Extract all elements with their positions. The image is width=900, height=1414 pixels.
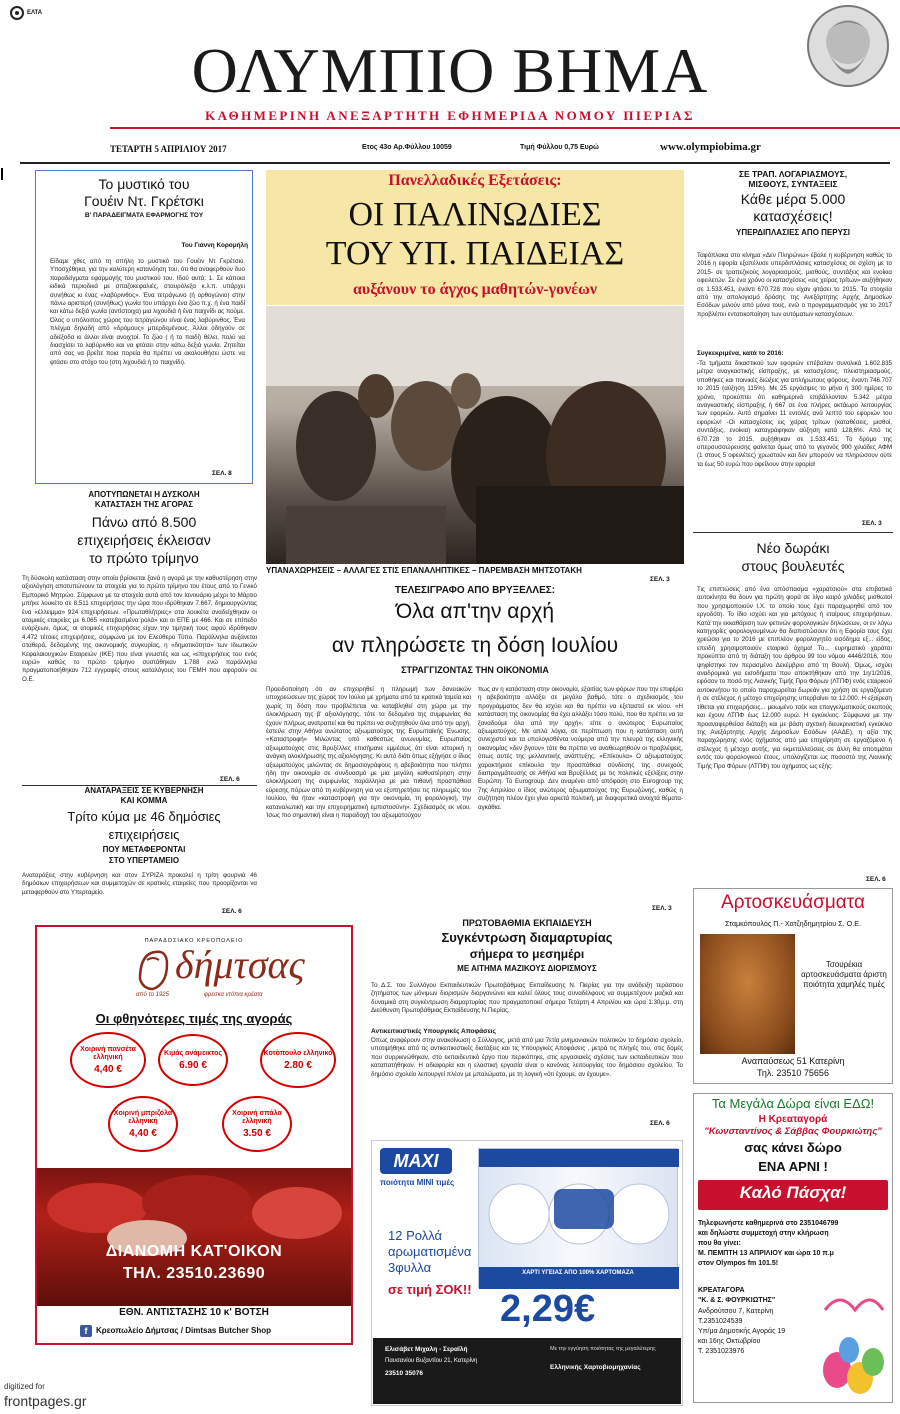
- price-badge-value: 2.80 €: [284, 1060, 312, 1071]
- easter-info-5: στον Olympos fm 101.5!: [698, 1260, 779, 1267]
- price-badge-name: Χοιρινή πανσέτα ελληνική: [80, 1046, 136, 1061]
- easter-info-1: Τηλεφωνήστε καθημερινά στο 2351046799: [698, 1220, 839, 1227]
- protest-kicker-2: ΜΕ ΑΙΤΗΜΑ ΜΑΖΙΚΟΥΣ ΔΙΟΡΙΣΜΟΥΣ: [457, 964, 597, 973]
- tax-body-1: Ταφόπλακα στο κίνημα «Δεν Πληρώνω» έβαλε η κυβέρνηση καθώς το 2016 η εφορία εξαπέλυσε υπερδιπλάσιες κατασχέσεις σε σχέση με το 2015- σε τραπεζικούς λογαριασμούς, μισθούς, συντάξεις και ενοίκια οφειλετών. Σε ένα χρόνο οι κατασχέσεις «εις χείρας τρίτων» αυξήθηκαν σε 1.533.451, έναντι 670.728 που είχαν φτάσει το 2015. Τα στοιχεία από την απολογισμό δράσης της Ανεξάρτητης Αρχής Δημοσίων Εσόδων μιλούν από μόνα τους, ενώ ο προγραμματισμός για το 2017 προβλέπει εντατικοποίηση των αυτόματων κατασχέσεων.: [697, 252, 892, 318]
- dose-headline-2: αν πληρώσετε τη δόση Ιουλίου: [331, 634, 619, 657]
- tax-kicker-2: ΜΙΣΘΟΥΣ, ΣΥΝΤΑΞΕΙΣ: [748, 179, 838, 189]
- dimtsas-delivery-2: ΤΗΛ. 23510.23690: [122, 1265, 266, 1282]
- tax-headline-1: Κάθε μέρα 5.000: [740, 191, 846, 207]
- maxi-guarantee: Με την εγγύηση ποιότητας της μεγαλύτερης: [550, 1346, 656, 1352]
- toilet-paper-rolls: [479, 1149, 679, 1289]
- maxi-pack-text: ΧΑΡΤΙ ΥΓΕΙΑΣ ΑΠΟ 100% ΧΑΡΤΟΜΑΖΑ: [522, 1270, 634, 1276]
- maxi-shock: σε τιμή ΣΟΚ!!: [388, 1282, 472, 1297]
- header-rule: [20, 162, 890, 164]
- price-badge-name: Κοτόπουλο ελληνικό: [263, 1050, 333, 1057]
- maxi-rolls-2: αρωματισμένα: [388, 1244, 472, 1259]
- easter-address-1: ΚΡΕΑΤΑΓΟΡΑ: [698, 1287, 745, 1294]
- secret-title-1: Το μυστικό του: [98, 176, 190, 192]
- students-photo: [266, 306, 684, 564]
- reshuffle-headline-2: επιχειρήσεις: [108, 827, 180, 842]
- protest-body-1: Το Δ.Σ. του Συλλόγου Εκπαιδευτικών Πρωτοβάθμιας Εκπαίδευσης Ν. Πιερίας για την ανάδειξη τεράστιου ζητήματος των μόνιμων διορισμών διοργανώνει και καλεί όλους τους συναδέλφους να συμμετέχουν μαζικά και δυναμικά στη συγκέντρωση διαμαρτυρίας που πραγματοποιεί σήμερα Τετάρτη 4 Απριλίου και ώρα 1:30μ.μ. στη Διεύθυνση Πρωτοβάθμιας Εκπαίδευσης Ν.Πιερίας.: [371, 982, 683, 1015]
- easter-address-5: Υπ/μα Δημοτικής Αγοράς 19: [698, 1328, 786, 1335]
- easter-line-4: ΕΝΑ ΑΡΝΙ !: [758, 1159, 828, 1174]
- protest-headline-1: Συγκέντρωση διαμαρτυρίας: [441, 930, 613, 945]
- easter-top: Τα Μεγάλα Δώρα είναι ΕΔΩ!: [711, 1096, 875, 1111]
- frontpages-link[interactable]: frontpages.gr: [4, 1393, 87, 1409]
- zeus-head-logo: [803, 2, 893, 92]
- maxi-store-phone: 23510 35076: [385, 1370, 423, 1377]
- maxi-price: 2,29€: [500, 1288, 596, 1330]
- maxi-manufacturer: Ελληνικής Χαρτοβιομηχανίας: [550, 1364, 641, 1371]
- reshuffle-body: Αναταράξεις στην κυβέρνηση και στον ΣΥΡΙΖΑ προκαλεί η τρίτη φουρνιά 46 δημόσιων επιχειρήσεων και συμμετοχών σε κρατικές εταιρείες που προορίζονται να μεταφερθούν στο Υπερταμείο.: [22, 872, 257, 896]
- easter-address-2: "Κ. & Σ. ΦΟΥΡΚΙΩΤΗΣ": [698, 1297, 776, 1304]
- secret-title-2: Γουέιν Ντ. Γκρέτσκι: [84, 193, 204, 209]
- masthead-subtitle: ΚΑΘΗΜΕΡΙΝΗ ΑΝΕΞΑΡΤΗΤΗ ΕΦΗΜΕΡΙΔΑ ΝΟΜΟΥ ΠΙΕΡΙΑΣ: [205, 108, 695, 123]
- easter-line-1: Η Κρεαταγορά: [758, 1114, 828, 1125]
- dose-column-2: πως αν η κατάσταση στην οικονομία, εξαιτίας των φόρων που την επιφέρει η αβεβαιότητα αλλάξει σε μεγάλο βαθμό, τότε ο σχεδιασμός του προγράμματος δεν θα ισχύει και θα πρέπει να εξεταστεί εκ νέου. «Η κατάσταση της οικονομίας θα έχει αλλάξει τόσο πολύ, που θα πρέπει να τα ξαναδούμε όλα από την αρχή», είπε ο ανώτερος Ευρωπαίος αξιωματούχος. Με απλά λόγια, σε περίπτωση που η κατάσταση αυτή συνεχιστεί και τα υπολογισθέντα νούμερα από την πλευρά της ελληνικής οικονομίας «δεν βγουν» τότε θα πρέπει να αναθεωρηθούν οι προβλέψεις, όπως αυτές της μελλοντικής ανάπτυξης. «Επίκουλα» Ο αξιωματούχος χαρακτήρισε επίκουλα την προσπάθεια σύνδεσης της συνεχούς διαπραγμάτευσης σε Αθήνα και Βρυξέλλες με τις πολιτικές εξελίξεις στην Ευρώπη. Το Eurogroup. Δεν αναμένει από απόφαση στο Eurogroup της 7ης Απριλίου ο ίδιος ανώτερος αξιωματούχος της Ευρωζώνης, καθώς η συζήτηση πλέον έχει γίνει αρκετά πολιτική, με διαφορετικά ανοιχτά θέματα-αγκάθια.: [478, 686, 683, 811]
- price-badge-chicken: [260, 1032, 336, 1088]
- price-badge-value: 3.50 €: [243, 1128, 271, 1139]
- reshuffle-headline-1: Τρίτο κύμα με 46 δημόσιες: [67, 809, 221, 824]
- easter-eggs-illustration: [815, 1270, 890, 1400]
- reshuffle-kicker-3: ΠΟΥ ΜΕΤΑΦΕΡΟΝΤΑΙ: [102, 845, 186, 854]
- dose-kicker: ΤΕΛΕΣΙΓΡΑΦΟ ΑΠΟ ΒΡΥΞΕΛΛΕΣ:: [394, 585, 556, 596]
- price-badge-name: Κιμάς ανάμεικτος: [164, 1050, 222, 1057]
- easter-info-3: που θα γίνει:: [698, 1240, 741, 1247]
- zeus-head-icon: [803, 2, 893, 92]
- protest-kicker: ΠΡΩΤΟΒΑΘΜΙΑ ΕΚΠΑΙΔΕΥΣΗ: [462, 918, 592, 928]
- bull-logo-icon: [135, 944, 171, 994]
- market-kicker-1: ΑΠΟΤΥΠΩΝΕΤΑΙ Η ΔΥΣΚΟΛΗ: [88, 490, 200, 499]
- lead-caption: ΥΠΑΝΑΧΩΡΗΣΕΙΣ – ΑΛΛΑΓΕΣ ΣΤΙΣ ΕΠΑΝΑΛΗΠΤΙΚΕΣ – ΠΑΡΕΜΒΑΣΗ ΜΗΤΣΟΤΑΚΗ: [266, 566, 582, 575]
- secret-author: Του Γιάννη Κορομήλη: [181, 242, 248, 249]
- protest-body-2: Όπως αναφέρουν στην ανακοίνωση ο Σύλλογος, μετά από μια 7ετία μνημονιακών πολιτικών το δημόσιο σχολείο, υποτιμήθηκε από τις αντικειτικιστικές διατάξεις και τις Υπουργικές Αποφάσεις , μετρά τις πληγές του, στις δομές που συρρικνώθηκαν, στο εκπαιδευτικό έργο που περικόπηκε, στις εργασιακές σχέσεις των εκπαιδευτικών που καταπατήθηκαν. Η αδιαφορία και η ελαστική εργασία είναι ο κανόνας λειτουργίας του δημόσιου σχολείου. Το δημόσιο σχολείο λειτουργεί πλέον με μπαλώματα, με τη λογική «ότι έχουμε, αν έχουμε».: [371, 1037, 683, 1078]
- easter-address-6: και 16ης Οκτωβρίου: [698, 1338, 761, 1345]
- lead-headline-2: ΤΟΥ ΥΠ. ΠΑΙΔΕΙΑΣ: [325, 235, 625, 272]
- maxi-rolls-1: 12 Ρολλά: [388, 1228, 443, 1243]
- reshuffle-kicker-2: ΚΑΙ ΚΟΜΜΑ: [120, 796, 168, 805]
- tax-subheadline: ΥΠΕΡΔΙΠΛΑΣΙΕΣ ΑΠΟ ΠΕΡΥΣΙ: [736, 228, 850, 237]
- tax-divider: [693, 532, 893, 533]
- bakery-owner: Σταμκόπουλος Π.- Χατζηδημητρίου Σ. Ο.Ε.: [725, 919, 861, 928]
- tax-body-2: -Τα τμήματα δικαστικού των εφοριών επέβαλαν συνολικά 1.602.835 μέτρα αναγκαστικής είσπραξης, με κατασχέσεις, πλειστηριασμούς, υποθήκες και ποινικές διώξεις για απλήρωτους φόρους, έναντι 746.707 το 2015 (αύξηση 115%). Με 25 εργάσιμες το μήνα ή 300 ημέρες το χρόνο, προκύπτει ότι καθημερινά επιβάλλονταν 5.342 μέτρα αναγκαστικής είσπραξης ή 667 σε ένα πλήρες οκτάωρο λειτουργίας των εφοριών. Αυτό σημαίνει 11 εντολές ανά λεπτό του εφοριών του εφοριών! -Οι κατασχέσεις εις χείρας τρίτων (καταθέσεις, μισθοί, συντάξεις, ενοίκια) καταγράφηκαν αύξηση κατά 128,6%. Από τις 670.728 το 2015, αυξήθηκαν σε 1.533.451. Το δρόμο της υπερσυσσώρευσης φαίνεται όμως από το γεγονός 900 χιλιάδες ΑΦΜ (1 στους 5 οφειλέτες) χρωστούν και δεν μπορούν να πληρώσουν ούτε τα έως 50 ευρώ που οφείλουν στην εφορία!: [697, 360, 892, 468]
- lead-kicker: Πανελλαδικές Εξετάσεις:: [388, 172, 562, 189]
- elta-label: ΕΛΤΑ: [27, 10, 43, 16]
- masthead-title: ΟΛΥΜΠΙΟ ΒΗΜΑ: [191, 35, 709, 106]
- protest-page-ref: ΣΕΛ. 6: [650, 1120, 670, 1127]
- price-badge-value: 4,40 €: [94, 1064, 122, 1075]
- easter-info-4: Μ. ΠΕΜΠΤΗ 13 ΑΠΡΙΛΙΟΥ και ώρα 10 π.μ: [698, 1250, 834, 1257]
- protest-headline-2: σήμερα το μεσημέρι: [469, 947, 585, 961]
- market-headline-1: Πάνω από 8.500: [91, 514, 197, 530]
- issue-number: Ετος 43ο Αρ.Φύλλου 10059: [362, 144, 452, 151]
- issue-date: ΤΕΤΑΡΤΗ 5 ΑΠΡΙΛΙΟΥ 2017: [110, 144, 227, 154]
- elta-stamp: [10, 2, 50, 24]
- bakery-desc: Τσουρέκια αρτοσκευάσματα άριστη ποιότητα χαμηλές τιμές: [801, 960, 887, 989]
- price-badge-pork-chop: [108, 1096, 178, 1152]
- dose-column-1: Προειδοποίηση ότι αν επιχειρηθεί η πληρωμή των δανειακών υποχρεώσεων της χώρας τον Ιούλιο με χρήματα από τα κρατικά ταμεία και χωρίς τη δόση που προβλέπεται να καταβληθεί στη χώρα με την ολοκλήρωση της β' αξιολόγησης, τότε τα δεδομένα της συμφωνίας θα έχουν πλήρως ανατραπεί και θα πρέπει να συζητηθούν όλα από την αρχή, έστειλε στην Αθήνα ανώτατος αξιωματούχος της Ευρωπαϊκής Ένωσης. «Καταστροφή» Μιλώντας υπό καθεστώς ανωνυμίας, Ευρωπαίος αξιωματούχος στις Βρυξέλλες επισήμανε εμμέσως ότι είναι ιστορική η ανάγκη ολοκλήρωσης της αξιολόγησης. Κι αυτό διότι όπως εξήγησε ο ίδιος αξιωματούχος μιλώντας σε δημοσιογράφους η αβεβαιότητα που πλήττει ήδη την οικονομία σε συνδυασμό με μια μεγάλη καθυστέρηση στην ολοκλήρωση της συμφωνίας παράλληλα με μια πιθανή προσπάθεια εύρεσης πόρων από τη κυβέρνηση για να εξυπηρετήσει τις πληρωμές του Ιουλίου, θα ήταν «καταστροφή για την οικονομία, τη φορολογική, την καταναλωτική και την επιχειρηματική εμπιστοσύνη». Σχεδιασμός εκ νέου. Ίσως πιο σημαντική είναι η παραδοχή του αξιωματούχου: [266, 686, 471, 820]
- facebook-icon[interactable]: f: [80, 1325, 92, 1337]
- reshuffle-kicker-4: ΣΤΟ ΥΠΕΡΤΑΜΕΙΟ: [108, 856, 180, 865]
- bakery-title: Αρτοσκευάσματα: [721, 892, 865, 913]
- market-headline-2: επιχειρήσεις έκλεισαν: [77, 532, 211, 548]
- tsoureki-photo: [700, 934, 795, 1054]
- tax-page-ref: ΣΕΛ. 3: [862, 520, 882, 527]
- market-page-ref: ΣΕΛ. 6: [220, 776, 240, 783]
- price-badge-name: Χοιρινή μπριζόλα ελληνική: [113, 1110, 173, 1125]
- gifts-headline-2: στους βουλευτές: [741, 558, 845, 574]
- easter-greeting: Καλό Πάσχα!: [739, 1183, 847, 1202]
- digitized-label: digitized for: [4, 1382, 45, 1391]
- easter-info-2: και δηλώστε συμμετοχή στην κλήρωση: [698, 1230, 829, 1237]
- market-kicker-2: ΚΑΤΑΣΤΑΣΗ ΤΗΣ ΑΓΟΡΑΣ: [94, 500, 194, 509]
- secret-kicker: Β' ΠΑΡΑΔΕΙΓΜΑΤΑ ΕΦΑΡΜΟΓΗΣ ΤΟΥ: [84, 212, 204, 219]
- tax-kicker-1: ΣΕ ΤΡΑΠ. ΛΟΓΑΡΙΑΣΜΟΥΣ,: [738, 169, 848, 179]
- gifts-page-ref: ΣΕΛ. 6: [866, 876, 886, 883]
- issue-price: Τιμή Φύλλου 0,75 Ευρώ: [520, 144, 599, 151]
- dimtsas-tagline: φρεσκα ντόπια κρέατα: [204, 992, 263, 998]
- bakery-phone: Τηλ. 23510 75656: [757, 1068, 829, 1078]
- price-badge-pork-shoulder: [222, 1096, 292, 1152]
- dimtsas-address: ΕΘΝ. ΑΝΤΙΣΤΑΣΗΣ 10 κ' ΒΟΤΣΗ: [119, 1307, 269, 1318]
- lead-photo-exam-students: [266, 306, 684, 564]
- maxi-rolls-3: 3φυλλα: [388, 1260, 432, 1275]
- maxi-tagline: ποιότητα MINI τιμές: [380, 1178, 455, 1187]
- reshuffle-kicker-1: ΑΝΑΤΑΡΑΞΕΙΣ ΣΕ ΚΥΒΕΡΝΗΣΗ: [84, 786, 204, 795]
- dose-headline-1: Όλα απ'την αρχή: [395, 600, 555, 623]
- reshuffle-page-ref: ΣΕΛ. 6: [222, 908, 242, 915]
- maxi-store-name: Ελισάβετ Μιχαλη - Σεραϊλή: [385, 1346, 468, 1353]
- tax-subhead-2016: Συγκεκριμένα, κατά το 2016:: [697, 350, 784, 357]
- price-badge-value: 4,40 €: [129, 1128, 157, 1139]
- price-badge-name: Χοιρινή σπάλα ελληνική: [232, 1110, 282, 1125]
- market-body: Τη δύσκολη κατάσταση στην οποία βρίσκεται ξανά η αγορά με την καθυστέρηση στην αξιολόγηση αποτυπώνουν τα στοιχεία για το πρώτο τρίμηνο του έτους από το Γενικό Εμπορικό Μητρώο. Σύμφωνα με τα στοιχεία αυτά από τον Ιανουάριο μέχρι το Μάρτιο μπήκε λουκέτο σε 8.511 επιχειρήσεις την ώρα που ιδρύθηκαν 7.667, δημιουργώντας ένα «έλλειμμα» 924 επιχειρήσεων. «Πρωταθλήτριες» στα λουκέτα αναδείχθηκαν οι ατομικές εταιρείες με 6.065 «κατεβασμένα ρολά» και οι ΕΠΕ με 466. Και σε επίπεδο ενάρξεων, όμως, οι ατομικές επιχειρήσεις είχαν την τιμητική τους αφού ιδρύθηκαν 4.472 τέτοιες επιχειρήσεις, σύμφωνα με τον Ελεύθερο Τύπο. Παράλληλα αυξάνεται σταθερά, δεδομένης της οικονομικής συγκυρίας, η «δημοτικότητα» των Ιδιωτικών Κεφαλαιουχικών Εταιρειών (ΙΚΕ) που είναι γνωστές και ως «επιχειρήσεις του ενός ευρώ» καθώς το πρώτο τρίμηνο συστάθηκαν 1.788 ενώ παράλληλα πραγματοποιήθηκαν 712 εγγραφές στους καταλόγους του ΓΕΜΗ που αφορούν σε Ο.Ε.: [22, 575, 257, 683]
- masthead-divider: [110, 127, 900, 129]
- maxi-logo: MAXI: [380, 1148, 452, 1174]
- easter-address-7: Τ. 2351023976: [698, 1348, 745, 1355]
- price-badge-pancetta: [70, 1032, 146, 1088]
- dose-subheadline: ΣΤΡΑΓΓΙΖΟΝΤΑΣ ΤΗΝ ΟΙΚΟΝΟΜΙΑ: [401, 665, 549, 675]
- meat-photo: [37, 1168, 351, 1306]
- gifts-body: Τις επιπτώσεις από ένα απόσπασμα «χαρατσιού» στα επιβατικά αυτοκίνητα θα δουν για πρώτη φορά σε λίγο καιρό χιλιάδες μισθωτοί που χρησιμοποιούν Ι.Χ. το οποίο τους έχει παραχωρηθεί από τον εργοδότη. Το ίδιο ισχύει και για μετόχους ή εταίρους επιχειρήσεων. Κατά την εκκαθάριση των φετινών φορολογικών δηλώσεων, οι εν λόγω κατηγορίες φορολογουμένων θα διαπιστώσουν ότι η Εφορία τους έχει χρεώσει για το 2016 με επιπλέον φορολογητέο εισόδημα εξ... είδος, επειδή χρησιμοποιούν εταιρικό όχημα! Το... ευρηματικό χαράτσι προκύπτει από τη διάταξη του άρθρου 99 του νόμου 4446/2016, που ψηφίστηκε τον περασμένο Δεκέμβριο από τη Βουλή. Όμως, ισχύει αναδρομικά για εισοδήματα που αποκτήθηκαν από την 1η/1/2016, εφόσον το ποσό της Λιανικής Τιμής Προ Φόρων (ΛΤΠΦ) ενός εταιρικού αυτοκινήτου το οποίο παραχωρείται δωρεάν για χρήση σε εργαζόμενο ή σε στέλεχος ή μέτοχο επιχείρησης υπερβαίνει τα 12.000. Η εξαίρεση τίθεται για επιχειρήσεις... μειωμένο τσέκ και επαγγελματικούς σκοπούς και έχουν ΛΤΠΦ έως 12.000 ευρώ. Η εγκύκλιος. Σύμφωνα με την προαναφερθείσα διάταξη και με βάση σχετική διευκρινιστική εγκύκλιο της Ανεξάρτητης Αρχής Δημοσίων Εσόδων (ΑΑΔΕ), η αξία της παραχώρησης ενός οχήματος από μια επιχείρηση σε εργαζόμενο ή στέλεχος ή μέτοχο αυτής, για εκμεταλλεύσεις σε άλλη θα αποτιμάται εντός του φορολογικού έτους, υπολογίζεται ως ποσοστό της Λιανικής Τιμής Προ Φόρων (ΛΤΠΦ) του οχήματος ως εξής:: [697, 586, 892, 770]
- price-badge-value: 6.90 €: [179, 1060, 207, 1071]
- dimtsas-facebook[interactable]: Κρεοπωλείο Δήμτσας / Dimtsas Butcher Shop: [96, 1326, 272, 1335]
- website-link[interactable]: www.olympiobima.gr: [660, 141, 761, 153]
- lead-page-ref: ΣΕΛ. 3: [650, 576, 670, 583]
- crop-mark: [1, 168, 3, 180]
- protest-subhead: Αντικειτικιστικές Υπουργικές Αποφάσεις: [371, 1028, 496, 1035]
- tax-headline-2: κατασχέσεις!: [753, 208, 833, 224]
- bakery-address: Αναπαύσεως 51 Κατερίνη: [741, 1056, 845, 1066]
- easter-address-4: Τ.2351024539: [698, 1318, 743, 1325]
- easter-line-2: "Κωνσταντίνος & Σάββας Φουρκιώτης": [704, 1126, 882, 1137]
- easter-line-3: σας κάνει δώρο: [744, 1140, 842, 1155]
- dose-page-ref: ΣΕΛ. 3: [652, 905, 672, 912]
- dimtsas-delivery-1: ΔΙΑΝΟΜΗ ΚΑΤ'ΟΙΚΟΝ: [105, 1243, 283, 1260]
- easter-eggs-icon: [815, 1270, 890, 1400]
- meat-cuts-image: [37, 1168, 351, 1306]
- market-headline-3: το πρώτο τρίμηνο: [89, 550, 199, 566]
- gifts-headline-1: Νέο δωράκι: [756, 540, 830, 556]
- secret-page-ref: ΣΕΛ. 8: [212, 470, 232, 477]
- dimtsas-small-label: ΠΑΡΑΔΟΣΙΑΚΟ ΚΡΕΟΠΩΛΕΙΟ: [144, 938, 244, 944]
- easter-address-3: Ανδρούτσου 7, Κατερίνη: [698, 1308, 774, 1315]
- lead-headline-1: ΟΙ ΠΑΛΙΝΩΔΙΕΣ: [348, 196, 602, 233]
- dimtsas-since: από το 1925: [136, 992, 169, 998]
- dimtsas-brand: δήμτσας: [175, 942, 305, 987]
- toilet-paper-pack-image: [478, 1148, 678, 1288]
- price-badge-minced: [158, 1034, 228, 1086]
- lead-subheadline: αυξάνουν το άγχος μαθητών-γονέων: [353, 281, 597, 298]
- elta-logo-icon: [10, 6, 24, 20]
- secret-body: Είδαμε χθες από τη σπήλη το μυστικό του Γουέιν Ντ Γκρέτσκι. Υποσχέθηκα, για την καλύτερη κατανόηση του, ότι θα αναφερθούν δυο παραδείγματα εφαρμογής του μυστικού του. Ιδού αυτά: 1. Σε κάποια ειδικά περιοδικά με σπαζοκεφαλιές, σταυρόλεξα κ.λ.π. υπάρχει συνήθως κι ένας «λαβύρινθος». Ένα τετράγωνο (ή ορθογώνιο) στην πάνω αριστερή (συνήθως) γωνία του υπάρχει ένα ζώο π.χ. ή ένα παιδί και κάτω δεξιά γωνία (αντίστοιχα) μια λιχουδιά ή ένα παιχνίδι ας πούμε. Όλος ο υπόλοιπος χώρος του τετραγώνου είναι ένας λαβύρινθος. Ένα πλέγμα δηλαδή από «δρόμους» μπερδεμένους. Άλλοι οδηγούν σε αδιέξοδα κι άλλοι είναι ανοιχτοί. Το ζώο ( ή το παιδί) θέλει, πολύ να διασχίσει το λαβύρινθο και να φτάσει στην κάτω δεξιά γωνία. Ζητείται από σας να βρείτε ποια πορεία θα πρέπει να ακολουθήσει ώστε να φτάσει στο στόχο του (στη λιχουδιά ή το παιχνίδι).: [50, 258, 245, 366]
- maxi-store-address: Παυσανίου Βυζαντίου 21, Κατερίνη: [385, 1358, 478, 1364]
- dimtsas-slogan: Οι φθηνότερες τιμές της αγοράς: [95, 1011, 293, 1026]
